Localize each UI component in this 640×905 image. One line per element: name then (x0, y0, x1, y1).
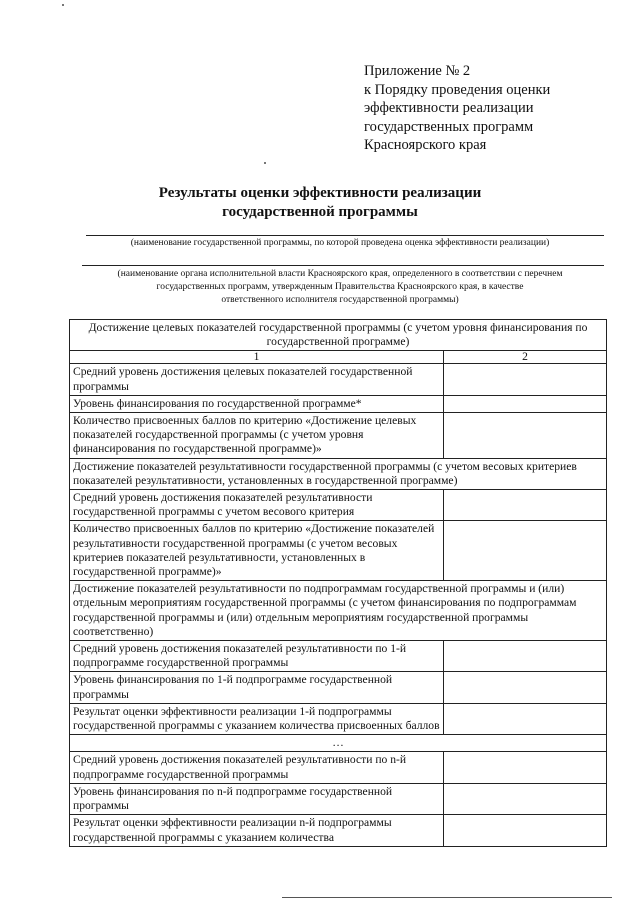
column-number-1: 1 (70, 351, 444, 364)
indicator-label: Количество присвоенных баллов по критерию «Достижение целевых показателей государственной программы (с учетом уровня финансирования по государственной программе)» (70, 413, 444, 459)
section-title: Достижение показателей результативности по подпрограммам государственной программы и (или) отдельным мероприятиям государственной программы (с учетом финансирования по подпрограммам государственной программы и (или) отдельным мероприятиям государственной программы соответственно) (70, 581, 607, 641)
table-row (70, 752, 607, 783)
table-row (70, 815, 607, 846)
indicator-label: Средний уровень достижения показателей результативности государственной программы с учетом весового критерия (70, 490, 444, 521)
caption-line: государственных программ, утвержденным Правительства Красноярского края, в качестве (156, 282, 524, 292)
indicator-label: Уровень финансирования по n-й подпрограмме государственной программы (70, 783, 444, 814)
table-row (70, 672, 607, 703)
annex-line: Приложение № 2 (364, 63, 471, 79)
indicator-value-cell (444, 395, 607, 412)
section-row (70, 581, 607, 641)
indicator-label: Количество присвоенных баллов по критерию «Достижение показателей результативности государственной программы (с учетом весовых критериев показателей результативности, установленных в государственной программе)» (70, 521, 444, 581)
scan-speck (264, 162, 266, 164)
indicator-value-cell (444, 413, 607, 459)
bottom-rule (282, 897, 612, 898)
executor-name-blank (82, 265, 604, 266)
program-name-blank (86, 235, 604, 236)
indicator-value-cell (444, 815, 607, 846)
indicator-label: Средний уровень достижения показателей результативности по n-й подпрограмме государственной программы (70, 752, 444, 783)
document-title (0, 184, 640, 222)
caption-line: (наименование органа исполнительной власти Красноярского края, определенного в соответствии с перечнем (117, 269, 563, 279)
annex-heading (364, 62, 550, 155)
scan-speck (62, 4, 64, 6)
title-line: Результаты оценки эффективности реализации (158, 185, 482, 201)
indicator-label: Результат оценки эффективности реализации n-й подпрограммы государственной программы с указанием количества (70, 815, 444, 846)
indicator-label: Результат оценки эффективности реализации 1-й подпрограммы государственной программы с указанием количества присвоенных баллов (70, 703, 444, 734)
section-title: … (70, 735, 607, 752)
table-header-title: Достижение целевых показателей государственной программы (с учетом уровня финансирования по государственной программе) (70, 320, 607, 351)
indicator-value-cell (444, 703, 607, 734)
annex-line: Красноярского края (364, 137, 487, 153)
indicator-label: Средний уровень достижения показателей результативности по 1-й подпрограмме государственной программы (70, 641, 444, 672)
table-row (70, 783, 607, 814)
table-header-row (70, 320, 607, 351)
indicator-value-cell (444, 521, 607, 581)
program-name-caption: (наименование государственной программы, по которой проведена оценка эффективности реализации) (130, 238, 550, 248)
section-row (70, 735, 607, 752)
indicator-label: Уровень финансирования по государственной программе* (70, 395, 444, 412)
section-title: Достижение показателей результативности государственной программы (с учетом весовых критериев показателей результативности, установленных в государственной программе) (70, 458, 607, 489)
table-row (70, 395, 607, 412)
column-number-2: 2 (444, 351, 607, 364)
table-row (70, 521, 607, 581)
results-table (69, 319, 607, 847)
table-row (70, 641, 607, 672)
section-row (70, 458, 607, 489)
indicator-value-cell (444, 641, 607, 672)
table-row (70, 413, 607, 459)
indicator-value-cell (444, 490, 607, 521)
column-numbers-row (70, 351, 607, 364)
title-line: государственной программы (222, 204, 418, 220)
annex-line: государственных программ (364, 118, 534, 135)
table-row (70, 703, 607, 734)
table-row (70, 490, 607, 521)
indicator-label: Уровень финансирования по 1-й подпрограмме государственной программы (70, 672, 444, 703)
annex-line: к Порядку проведения оценки (364, 81, 551, 98)
indicator-label: Средний уровень достижения целевых показателей государственной программы (70, 364, 444, 395)
table-row (70, 364, 607, 395)
executor-name-caption (60, 268, 620, 307)
indicator-value-cell (444, 783, 607, 814)
indicator-value-cell (444, 752, 607, 783)
indicator-value-cell (444, 672, 607, 703)
indicator-value-cell (444, 364, 607, 395)
caption-line: ответственного исполнителя государственной программы) (221, 295, 459, 305)
annex-line: эффективности реализации (364, 100, 534, 116)
